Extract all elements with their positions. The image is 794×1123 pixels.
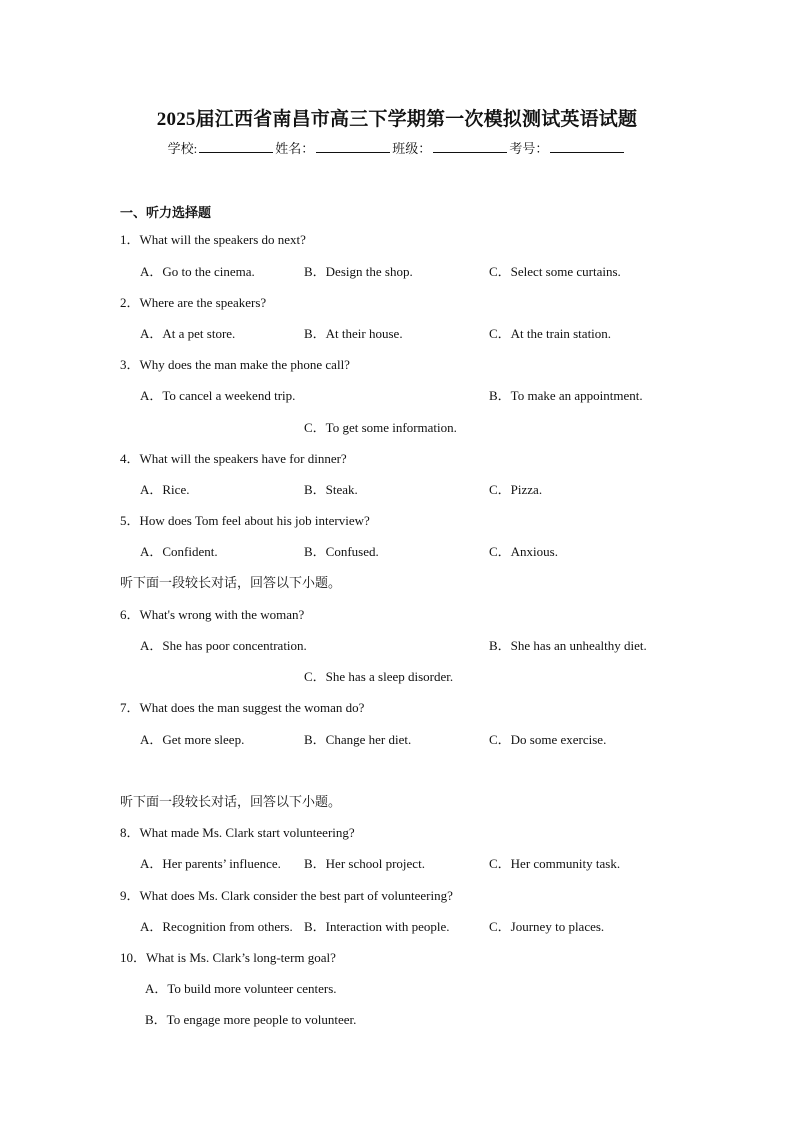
q3-option-a: A．To cancel a weekend trip. <box>140 388 296 403</box>
number-label: 考号： <box>509 141 549 156</box>
q7-option-c: C．Do some exercise. <box>489 732 607 747</box>
q5-option-b: B．Confused. <box>304 544 379 559</box>
q1-option-b: B．Design the shop. <box>304 264 413 279</box>
q9-option-b: B．Interaction with people. <box>304 919 450 934</box>
question-5: 5．How does Tom feel about his job interview? <box>120 513 370 528</box>
q2-option-c: C．At the train station. <box>489 326 612 341</box>
q3-option-c: C．To get some information. <box>304 420 457 435</box>
page-title: 2025届江西省南昌市高三下学期第一次模拟测试英语试题 <box>156 109 638 130</box>
q2-option-a: A．At a pet store. <box>140 326 236 341</box>
q9-option-c: C．Journey to places. <box>489 919 605 934</box>
question-2: 2．Where are the speakers? <box>120 295 267 310</box>
q4-option-b: B．Steak. <box>304 482 358 497</box>
q4-option-a: A．Rice. <box>140 482 190 497</box>
q1-option-a: A．Go to the cinema. <box>140 264 255 279</box>
instruction-2: 听下面一段较长对话，回答以下小题。 <box>120 794 342 809</box>
q10-option-b: B．To engage more people to volunteer. <box>145 1012 357 1027</box>
class-blank[interactable] <box>433 140 507 153</box>
q6-option-c: C．She has a sleep disorder. <box>304 669 454 684</box>
q8-option-b: B．Her school project. <box>304 856 425 871</box>
q6-option-a: A．She has poor concentration. <box>140 638 307 653</box>
q10-option-a: A．To build more volunteer centers. <box>145 981 337 996</box>
school-blank[interactable] <box>199 140 273 153</box>
school-label: 学校: <box>167 141 198 156</box>
name-blank[interactable] <box>316 140 390 153</box>
q4-option-c: C．Pizza. <box>489 482 543 497</box>
q8-option-c: C．Her community task. <box>489 856 621 871</box>
question-3: 3．Why does the man make the phone call? <box>120 357 350 372</box>
q6-option-b: B．She has an unhealthy diet. <box>489 638 647 653</box>
number-blank[interactable] <box>550 140 624 153</box>
class-label: 班级： <box>392 141 432 156</box>
question-10: 10．What is Ms. Clark’s long-term goal? <box>120 950 336 965</box>
q1-option-c: C．Select some curtains. <box>489 264 621 279</box>
q2-option-b: B．At their house. <box>304 326 403 341</box>
question-1: 1．What will the speakers do next? <box>120 232 306 247</box>
q9-option-a: A．Recognition from others. <box>140 919 293 934</box>
question-6: 6．What's wrong with the woman? <box>120 607 305 622</box>
q8-option-a: A．Her parents’ influence. <box>140 856 281 871</box>
question-8: 8．What made Ms. Clark start volunteering? <box>120 825 355 840</box>
q5-option-a: A．Confident. <box>140 544 218 559</box>
question-4: 4．What will the speakers have for dinner? <box>120 451 347 466</box>
question-9: 9．What does Ms. Clark consider the best part of volunteering? <box>120 888 453 903</box>
q3-option-b: B．To make an appointment. <box>489 388 643 403</box>
q5-option-c: C．Anxious. <box>489 544 558 559</box>
q7-option-a: A．Get more sleep. <box>140 732 245 747</box>
student-info-row <box>0 138 794 157</box>
section-title: 一、听力选择题 <box>120 205 212 220</box>
instruction-1: 听下面一段较长对话，回答以下小题。 <box>120 575 342 590</box>
q7-option-b: B．Change her diet. <box>304 732 412 747</box>
name-label: 姓名： <box>275 141 315 156</box>
question-7: 7．What does the man suggest the woman do? <box>120 700 365 715</box>
